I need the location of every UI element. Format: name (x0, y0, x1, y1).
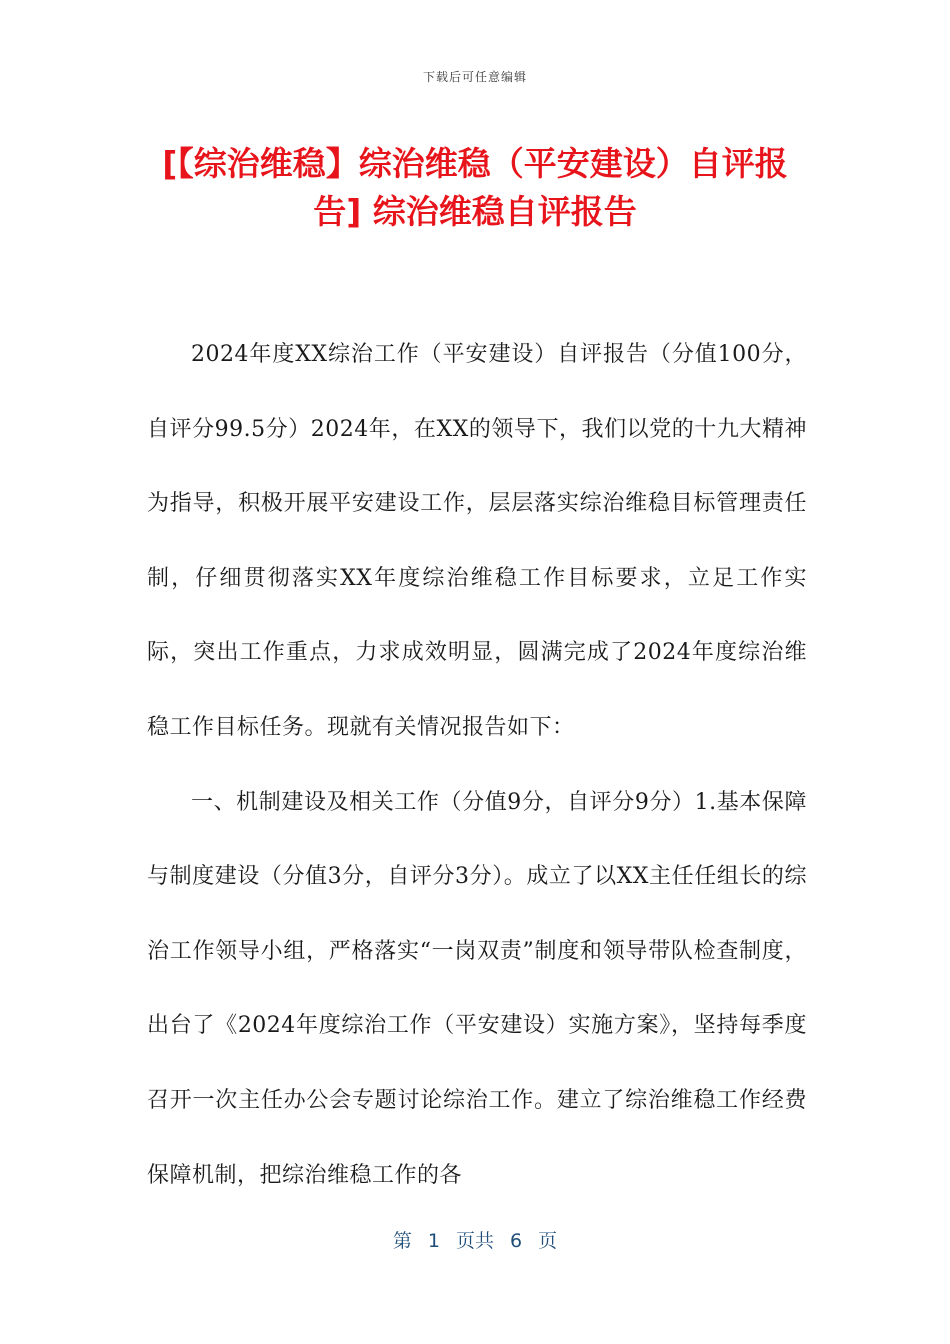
page-footer (0, 1226, 950, 1253)
page-label-mid: 页共 (455, 1230, 494, 1252)
body-paragraph: 一、机制建设及相关工作（分值9分，自评分9分）1.基本保障与制度建设（分值3分，自评分3分）。成立了以XX主任任组长的综治工作领导小组，严格落实“一岗双责”制度和领导带队检查制度，出台了《2024年度综治工作（平安建设）实施方案》，坚持每季度召开一次主任办公会专题讨论综治工作。建立了综治维稳工作经费保障机制，把综治维稳工作的各 (147, 789, 807, 1188)
page-number: 1 (427, 1230, 440, 1252)
page-label-suffix: 页 (538, 1230, 558, 1252)
document-title: [【综治维稳】综治维稳（平安建设）自评报告] 综治维稳自评报告 (162, 144, 788, 231)
total-pages: 6 (510, 1230, 523, 1252)
document-body (147, 318, 807, 1213)
body-paragraph: 2024年度XX综治工作（平安建设）自评报告（分值100分，自评分99.5分）2024年，在XX的领导下，我们以党的十九大精神为指导，积极开展平安建设工作，层层落实综治维稳目标管理责任制，仔细贯彻落实XX年度综治维稳工作目标要求，立足工作实际，突出工作重点，力求成效明显，圆满完成了2024年度综治维稳工作目标任务。现就有关情况报告如下： (147, 342, 807, 740)
page-label-prefix: 第 (392, 1230, 412, 1252)
header-note: 下载后可任意编辑 (422, 70, 527, 84)
